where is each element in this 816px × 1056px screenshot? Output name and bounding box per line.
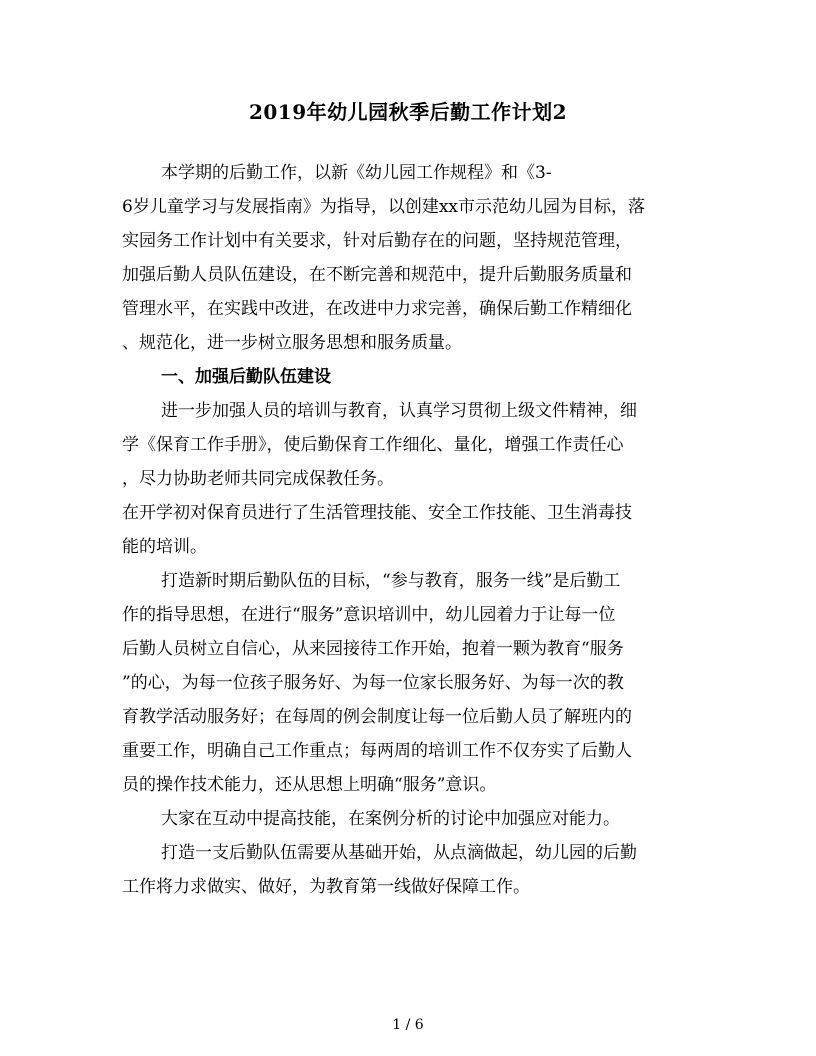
document-body <box>122 156 700 904</box>
paragraph-line: 能的培训。 <box>122 537 207 557</box>
page-number: 1 / 6 <box>392 1017 424 1033</box>
section-heading: 一、加强后勤队伍建设 <box>161 367 331 387</box>
paragraph-line: 员的操作技术能力，还从思想上明确“服务”意识。 <box>122 775 497 795</box>
paragraph-line: 本学期的后勤工作，以新《幼儿园工作规程》和《3- <box>161 163 552 183</box>
paragraph-line: 重要工作，明确自己工作重点；每两周的培训工作不仅夯实了后勤人 <box>122 741 632 761</box>
document-title: 2019年幼儿园秋季后勤工作计划2 <box>248 100 568 124</box>
paragraph-line: ，尽力协助老师共同完成保教任务。 <box>122 469 394 489</box>
paragraph-line: 进一步加强人员的培训与教育，认真学习贯彻上级文件精神，细 <box>161 401 637 421</box>
paragraph-line: 后勤人员树立自信心，从来园接待工作开始，抱着一颗为教育“服务 <box>122 639 624 659</box>
paragraph-line: 管理水平，在实践中改进，在改进中力求完善，确保后勤工作精细化 <box>122 299 632 319</box>
paragraph-line: 打造一支后勤队伍需要从基础开始，从点滴做起，幼儿园的后勤 <box>161 843 637 863</box>
paragraph-line: 打造新时期后勤队伍的目标，“参与教育，服务一线”是后勤工 <box>161 571 621 591</box>
paragraph-line: 、规范化，进一步树立服务思想和服务质量。 <box>122 333 462 353</box>
paragraph-line: 加强后勤人员队伍建设，在不断完善和规范中，提升后勤服务质量和 <box>122 265 632 285</box>
paragraph-line: 在开学初对保育员进行了生活管理技能、安全工作技能、卫生消毒技 <box>122 503 632 523</box>
paragraph-line: 育教学活动服务好；在每周的例会制度让每一位后勤人员了解班内的 <box>122 707 632 727</box>
paragraph-line: 实园务工作计划中有关要求，针对后勤存在的问题，坚持规范管理， <box>122 231 632 251</box>
paragraph-line: 大家在互动中提高技能，在案例分析的讨论中加强应对能力。 <box>161 809 620 829</box>
paragraph-line: ”的心，为每一位孩子服务好、为每一位家长服务好、为每一次的教 <box>122 673 624 693</box>
paragraph-line: 工作将力求做实、做好，为教育第一线做好保障工作。 <box>122 877 530 897</box>
paragraph-line: 学《保育工作手册》，使后勤保育工作细化、量化，增强工作责任心 <box>122 435 624 455</box>
paragraph-line: 6岁儿童学习与发展指南》为指导，以创建xx市示范幼儿园为目标，落 <box>122 197 645 217</box>
paragraph-line: 作的指导思想，在进行“服务”意识培训中，幼儿园着力于让每一位 <box>122 605 616 625</box>
